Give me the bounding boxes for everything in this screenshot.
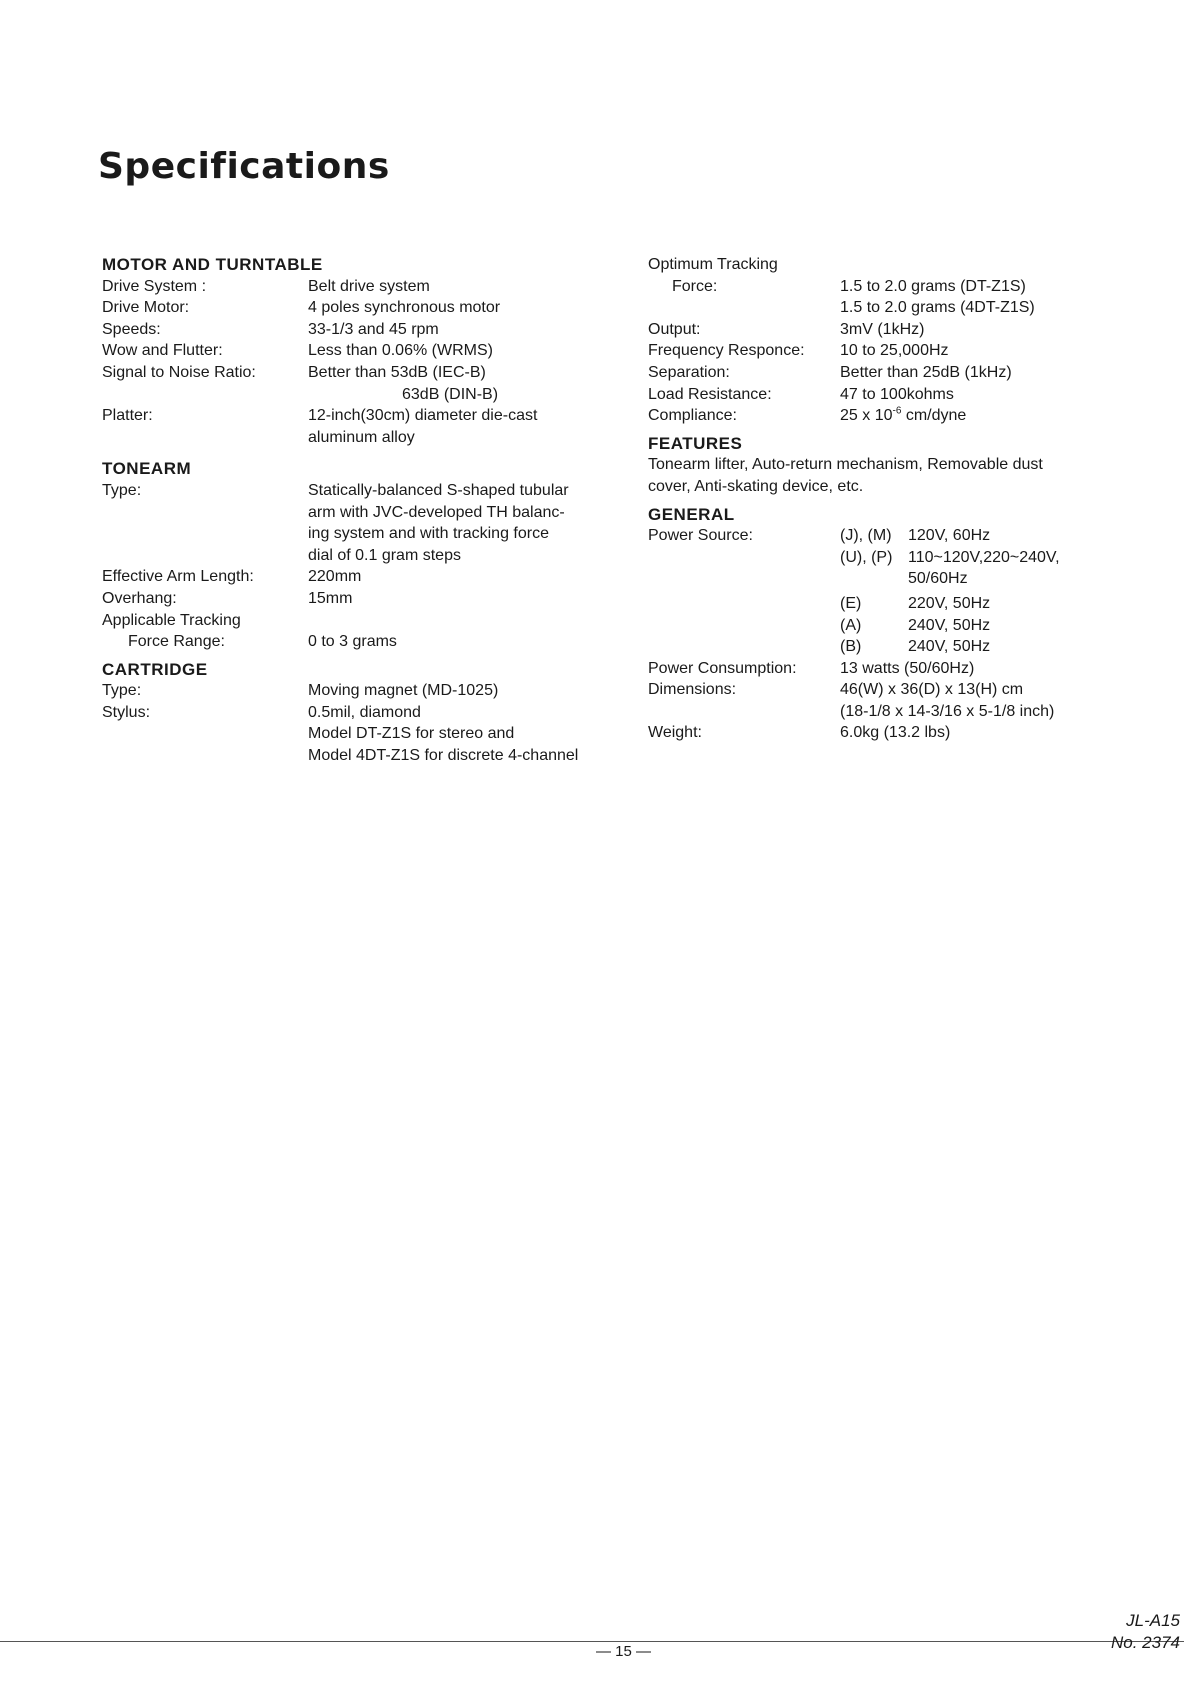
spec-value: 10 to 25,000Hz [840,342,949,360]
spec-label: Overhang: [102,589,177,607]
section-heading-tonearm: TONEARM [102,459,192,479]
spec-label: Force: [672,277,718,295]
spec-value: 240V, 50Hz [908,616,991,634]
spec-value: 3mV (1kHz) [840,320,925,338]
spec-label: Dimensions: [648,681,737,699]
spec-value: 110~120V,220~240V, [908,548,1060,566]
section-heading-cartridge: CARTRIDGE [102,659,208,679]
region-code: (U), (P) [840,548,893,566]
spec-label: Wow and Flutter: [102,342,223,360]
page-number: — 15 — [588,1643,659,1660]
spec-drive-system [102,276,642,298]
spec-stylus [102,702,642,767]
spec-drive-motor [102,297,642,319]
spec-label: Type: [102,682,142,700]
model-code: JL-A15 [1126,1611,1180,1630]
spec-wow-flutter [102,340,642,362]
spec-label: Power Consumption: [648,659,797,677]
spec-value: 50/60Hz [908,570,968,588]
spec-label: Platter: [102,407,153,425]
page-title: Specifications [98,146,390,187]
spec-cartridge-type [102,680,642,702]
features-text-2: cover, Anti-skating device, etc. [648,477,864,495]
spec-load-resistance [648,384,1118,406]
spec-optimum-tracking [648,254,1118,319]
spec-value: 63dB (DIN-B) [402,385,499,403]
right-column [648,254,1118,744]
spec-label: Weight: [648,724,702,742]
spec-arm-length [102,566,642,588]
spec-value: 46(W) x 36(D) x 13(H) cm [840,681,1024,699]
spec-value: 13 watts (50/60Hz) [840,659,975,677]
spec-value: 12-inch(30cm) diameter die-cast [308,407,538,425]
spec-compliance [648,405,1118,427]
model-number [1111,1610,1180,1654]
spec-value: 240V, 50Hz [908,638,991,656]
spec-label: Stylus: [102,703,151,721]
spec-value: 47 to 100kohms [840,385,954,403]
spec-label: Signal to Noise Ratio: [102,363,256,381]
spec-label: Type: [102,481,142,499]
spec-power-consumption [648,658,1118,680]
spec-label: Frequency Responce: [648,342,805,360]
spec-value: ing system and with tracking force [308,525,549,543]
spec-label: Applicable Tracking [102,611,241,629]
spec-value: 33-1/3 and 45 rpm [308,320,439,338]
spec-label: Power Source: [648,527,753,545]
spec-value: 6.0kg (13.2 lbs) [840,724,951,742]
region-code: (A) [840,616,862,634]
spec-value: 4 poles synchronous motor [308,299,501,317]
region-code: (E) [840,594,862,612]
spec-overhang [102,588,642,610]
spec-label: Compliance: [648,407,737,425]
spec-power-source [648,525,1118,658]
region-code: (B) [840,638,862,656]
spec-separation [648,362,1118,384]
section-heading-features: FEATURES [648,433,743,453]
spec-label: Effective Arm Length: [102,568,254,586]
spec-value: arm with JVC-developed TH balanc- [308,503,565,521]
spec-value: Model 4DT-Z1S for discrete 4-channel [308,747,579,765]
spec-value: 120V, 60Hz [908,527,991,545]
spec-value: aluminum alloy [308,428,415,446]
spec-value: Better than 53dB (IEC-B) [308,363,486,381]
features-text-1: Tonearm lifter, Auto-return mechanism, Removable dust [648,456,1043,474]
spec-snr [102,362,642,405]
spec-value: 220V, 50Hz [908,594,991,612]
spec-label: Output: [648,320,701,338]
spec-frequency [648,340,1118,362]
spec-value: Model DT-Z1S for stereo and [308,725,515,743]
spec-value: 0.5mil, diamond [308,703,421,721]
spec-label: Optimum Tracking [648,256,778,273]
spec-tonearm-type [102,480,642,566]
document-number: No. 2374 [1111,1633,1180,1652]
spec-value: 1.5 to 2.0 grams (4DT-Z1S) [840,299,1035,317]
spec-platter [102,405,642,448]
spec-label: Drive System : [102,277,207,295]
spec-label: Separation: [648,363,730,381]
spec-value: Belt drive system [308,277,430,295]
spec-value: Better than 25dB (1kHz) [840,363,1012,381]
spec-tracking-range [102,610,642,653]
section-heading-motor: MOTOR AND TURNTABLE [102,255,323,274]
spec-value: 25 x $10^{-6}$ cm/dyne [840,405,967,425]
spec-value: (18-1/8 x 14-3/16 x 5-1/8 inch) [840,702,1055,720]
spec-value: 1.5 to 2.0 grams (DT-Z1S) [840,277,1026,295]
spec-label: Drive Motor: [102,299,190,317]
spec-weight [648,722,1118,744]
left-column [102,254,642,767]
spec-value: Moving magnet (MD-1025) [308,682,499,700]
spec-label: Speeds: [102,320,161,338]
spec-value: 220mm [308,568,362,586]
spec-value: 15mm [308,589,353,607]
spec-label: Load Resistance: [648,385,772,403]
spec-dimensions [648,679,1118,722]
spec-value: Statically-balanced S-shaped tubular [308,481,569,499]
spec-output [648,319,1118,341]
spec-label: Force Range: [128,633,225,651]
section-heading-general: GENERAL [648,504,735,524]
region-code: (J), (M) [840,527,892,545]
footer-rule [0,1641,1184,1642]
spec-value: Less than 0.06% (WRMS) [308,342,493,360]
spec-speeds [102,319,642,341]
spec-value: 0 to 3 grams [308,633,397,651]
spec-value: dial of 0.1 gram steps [308,546,461,564]
